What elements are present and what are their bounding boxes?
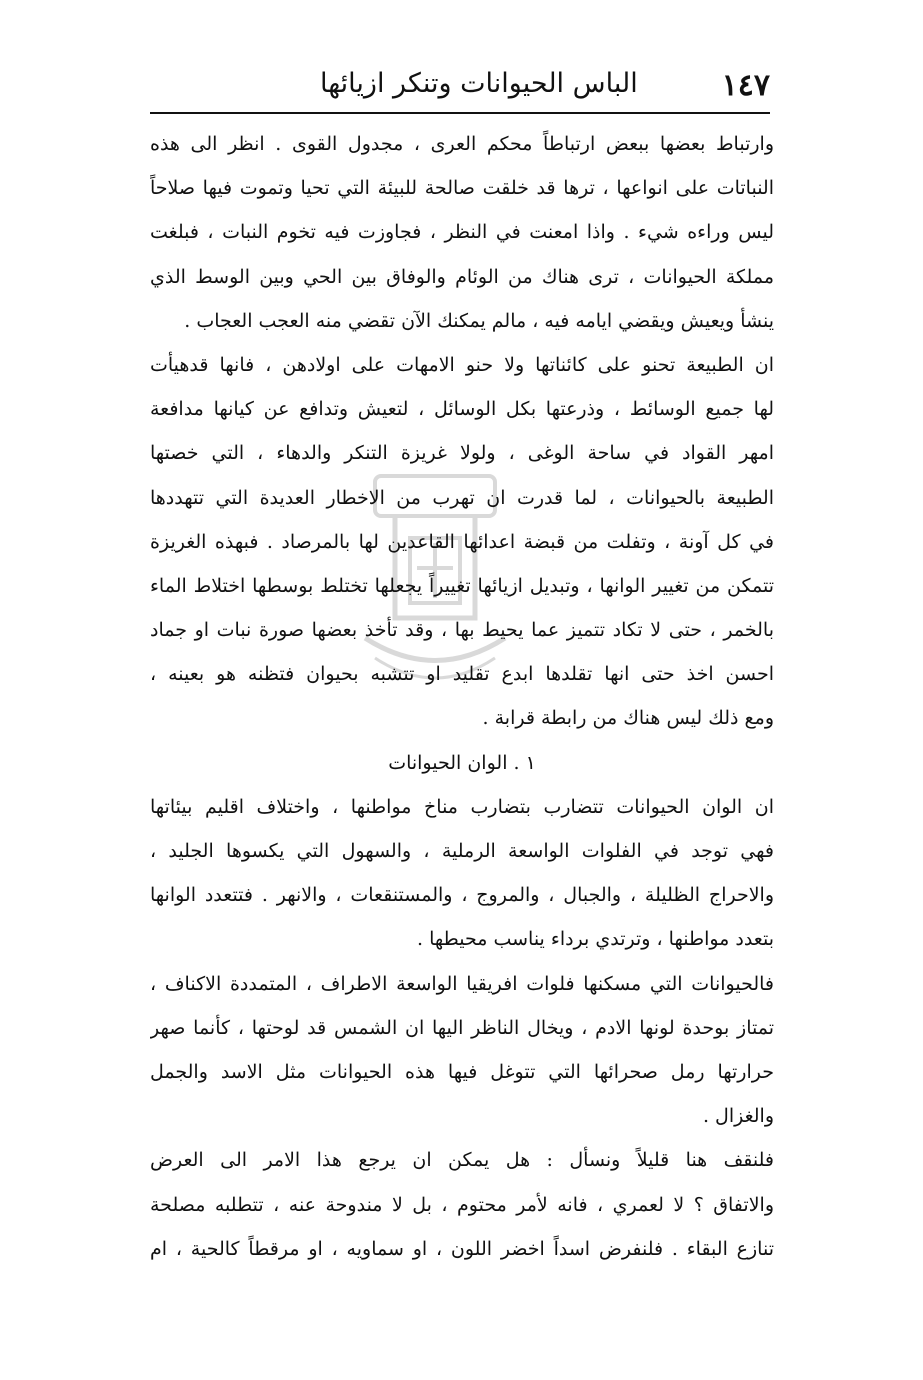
page-header	[150, 60, 770, 112]
text-line: وارتباط بعضها ببعض ارتباطاً محكم العرى ، مجدول القوى . انظر الى هذه	[150, 133, 774, 155]
text-line: حرارتها رمل صحرائها التي تتوغل فيها هذه الحيوانات مثل الاسد والجمل	[150, 1060, 774, 1083]
body-text	[150, 122, 774, 1322]
text-line: احسن اخذ حتى انها تقلدها ابدع تقليد او تتشبه بحيوان فتظنه هو بعينه ،	[150, 663, 774, 686]
section-heading: ١ . الوان الحيوانات	[388, 751, 536, 774]
page-number: ١٤٧	[721, 68, 770, 103]
text-line: والاحراج الظليلة ، والجبال ، والمروج ، والمستنقعات ، والانهر . فتتعدد الوانها	[150, 884, 774, 907]
text-line: ان الوان الحيوانات تتضارب بتضارب مناخ مواطنها ، واختلاف اقليم بيئاتها	[150, 795, 774, 818]
text-line: والاتفاق ؟ لا لعمري ، فانه لأمر محتوم ، بل لا مندوحة عنه ، تتطلبه مصلحة	[150, 1193, 774, 1216]
text-line: تمتاز بوحدة لونها الادم ، ويخال الناظر اليها ان الشمس قد لوحتها ، كأنما صهر	[150, 1016, 774, 1039]
text-line: والغزال .	[702, 1105, 774, 1128]
text-line: لها جميع الوسائط ، وذرعتها بكل الوسائل ، لتعيش وتدافع عن كيانها مدافعة	[150, 398, 774, 421]
text-line: فهي توجد في الفلوات الواسعة الرملية ، والسهول التي يكسوها الجليد ،	[150, 840, 774, 862]
running-title: الباس الحيوانات وتنكر ازيائها	[320, 68, 638, 99]
text-line: فالحيوانات التي مسكنها فلوات افريقيا الواسعة الاطراف ، المتمددة الاكناف ،	[150, 972, 774, 995]
text-line: ان الطبيعة تحنو على كائناتها ولا حنو الامهات على اولادهن ، فانها قدهيأت	[150, 353, 774, 376]
text-line: ومع ذلك ليس هناك من رابطة قرابة .	[482, 707, 774, 730]
text-line: بتعدد مواطنها ، وترتدي برداء يناسب محيطها .	[417, 928, 774, 951]
text-line: تتمكن من تغيير الوانها ، وتبديل ازيائها تغييراً يجعلها تختلط بوسطها اختلاط الماء	[150, 574, 774, 597]
text-line: ليس وراءه شيء . واذا امعنت في النظر ، فجاوزت فيه تخوم النبات ، فبلغت	[150, 221, 774, 244]
text-line: في كل آونة ، وتفلت من قبضة اعدائها القاعدين لها بالمرصاد . فبهذه الغريزة	[150, 530, 774, 553]
text-line: بالخمر ، حتى لا تكاد تتميز عما يحيط بها ، وقد تأخذ بعضها صورة نبات او جماد	[150, 619, 774, 642]
text-line: تنازع البقاء . فلنفرض اسداً اخضر اللون ، او سماويه ، او مرقطاً كالحية ، ام	[150, 1237, 774, 1260]
text-line: فلنقف هنا قليلاً ونسأل : هل يمكن ان يرجع هذا الامر الى العرض	[150, 1149, 774, 1172]
text-line: الطبيعة بالحيوانات ، لما قدرت ان تهرب من الاخطار العديدة التي تتهددها	[150, 486, 774, 509]
header-rule	[150, 112, 770, 114]
text-line: النباتات على انواعها ، ترها قد خلقت صالحة للبيئة التي تحيا وتموت فيها صلاحاً	[150, 177, 774, 200]
text-line: ينشأ ويعيش ويقضي ايامه فيه ، مالم يمكنك الآن تقضي منه العجب العجاب .	[184, 309, 774, 332]
text-line: مملكة الحيوانات ، ترى هناك من الوئام والوفاق بين الحي وبين الوسط الذي	[150, 265, 774, 288]
text-line: امهر القواد في ساحة الوغى ، ولولا غريزة التنكر والدهاء ، التي خصتها	[150, 442, 774, 465]
